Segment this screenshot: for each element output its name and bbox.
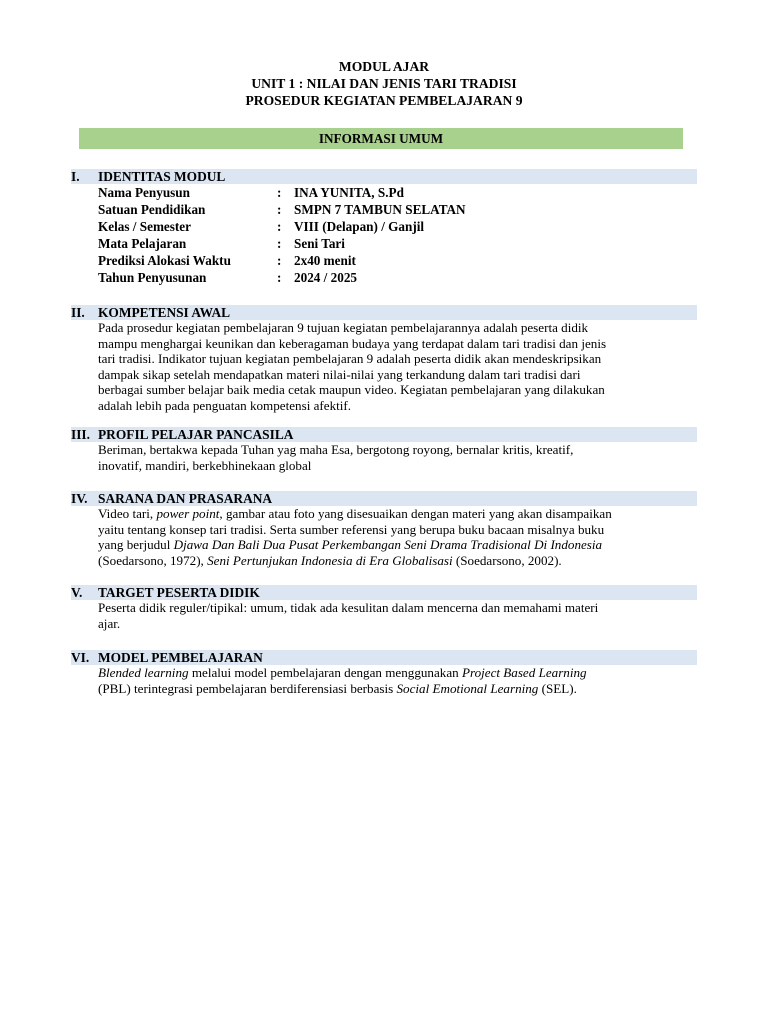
identity-key: Mata Pelajaran (98, 236, 187, 251)
section-heading (71, 169, 697, 184)
section-title: IDENTITAS MODUL (98, 169, 226, 184)
body-line: ajar. (98, 615, 121, 631)
body-line: berbagai sumber belajar baik media cetak maupun video. Kegiatan pembelajaran yang dilakukan (98, 382, 605, 398)
text-run: melalui model pembelajaran dengan menggunakan (188, 665, 462, 680)
identity-row (71, 218, 697, 235)
book-title: Djawa Dan Bali Dua Pusat Perkembangan Seni Drama Tradisional Di Indonesia (173, 537, 603, 553)
identity-colon: : (277, 202, 282, 217)
identity-value: VIII (Delapan) / Ganjil (294, 219, 425, 234)
section-body (98, 600, 697, 631)
body-line (98, 537, 697, 553)
section-sarana-prasarana (71, 491, 697, 568)
section-heading (71, 650, 697, 665)
identity-value: SMPN 7 TAMBUN SELATAN (294, 202, 466, 217)
identity-value: Seni Tari (294, 236, 345, 251)
identity-row (71, 235, 697, 252)
section-body (98, 442, 697, 473)
body-line: dampak sikap setelah mendapatkan materi nilai-nilai yang terkandung dalam tari tradisi dari (98, 366, 581, 382)
section-target-peserta (71, 585, 697, 631)
info-umum-bar: INFORMASI UMUM (79, 128, 683, 149)
section-heading (71, 305, 697, 320)
body-line: yaitu tentang konsep tari tradisi. Serta sumber referensi yang berupa buku bacaan misalnya buku (98, 521, 605, 537)
body-line: Beriman, bertakwa kepada Tuhan yag maha Esa, bergotong royong, bernalar kritis, kreatif, (98, 442, 574, 457)
identity-row (71, 252, 697, 269)
text-run: Video tari, (98, 506, 157, 521)
identity-colon: : (277, 253, 282, 268)
section-profil-pelajar (71, 427, 697, 473)
section-number: V. (71, 585, 83, 600)
section-title: TARGET PESERTA DIDIK (98, 585, 260, 600)
text-run: (PBL) terintegrasi pembelajaran berdiferensiasi berbasis (98, 680, 397, 696)
identity-key: Kelas / Semester (98, 219, 192, 234)
body-line (98, 553, 697, 569)
body-line: Pada prosedur kegiatan pembelajaran 9 tujuan kegiatan pembelajarannya adalah peserta didik (98, 320, 589, 335)
identity-colon: : (277, 185, 282, 200)
section-number: II. (71, 305, 85, 320)
section-heading (71, 427, 697, 442)
body-line (98, 665, 697, 681)
identity-key: Tahun Penyusunan (98, 270, 207, 285)
text-run: , gambar atau foto yang disesuaikan dengan materi yang akan disampaikan (219, 506, 612, 521)
section-number: I. (71, 169, 80, 184)
section-model-pembelajaran (71, 650, 697, 696)
title-line-2: UNIT 1 : NILAI DAN JENIS TARI TRADISI (251, 76, 517, 91)
italic-run: Blended learning (98, 665, 189, 680)
identity-colon: : (277, 270, 282, 285)
body-line (98, 681, 697, 697)
identity-value: 2x40 menit (294, 253, 356, 268)
section-title: KOMPETENSI AWAL (98, 305, 231, 320)
italic-run: Project Based Learning (461, 665, 587, 680)
identity-key: Prediksi Alokasi Waktu (98, 253, 231, 268)
section-number: III. (71, 427, 90, 442)
italic-run: power point (156, 506, 220, 521)
section-number: VI. (71, 650, 90, 665)
identity-row (71, 184, 697, 201)
section-body (98, 506, 697, 568)
body-line: mampu menghargai keunikan dan keberagaman budaya yang terdapat dalam tari tradisi dan jenis (98, 335, 607, 351)
identity-key: Satuan Pendidikan (98, 202, 206, 217)
text-run: yang berjudul (98, 537, 174, 553)
section-title: SARANA DAN PRASARANA (98, 491, 273, 506)
title-line-1: MODUL AJAR (338, 59, 430, 74)
document-title (0, 58, 768, 109)
text-run: (SEL). (538, 680, 577, 696)
text-run: (Soedarsono, 2002). (452, 552, 562, 568)
body-line: inovatif, mandiri, berkebhinekaan global (98, 457, 312, 473)
section-body (98, 320, 697, 414)
identity-key: Nama Penyusun (98, 185, 190, 200)
italic-run: Social Emotional Learning (396, 680, 539, 696)
section-heading (71, 491, 697, 506)
section-kompetensi-awal (71, 305, 697, 414)
section-identitas (71, 169, 697, 286)
section-number: IV. (71, 491, 88, 506)
section-title: PROFIL PELAJAR PANCASILA (98, 427, 294, 442)
body-line: adalah lebih pada penguatan kompetensi afektif. (98, 397, 352, 413)
section-title: MODEL PEMBELAJARAN (98, 650, 263, 665)
identity-value: INA YUNITA, S.Pd (294, 185, 404, 200)
book-title: Seni Pertunjukan Indonesia di Era Globalisasi (207, 552, 453, 568)
text-run: (Soedarsono, 1972), (98, 552, 208, 568)
identity-row (71, 269, 697, 286)
identity-colon: : (277, 219, 282, 234)
body-line (98, 506, 697, 522)
identity-value: 2024 / 2025 (294, 270, 358, 285)
body-line: tari tradisi. Indikator tujuan kegiatan pembelajaran 9 adalah peserta didik akan mendeskripsikan (98, 351, 602, 367)
title-line-3: PROSEDUR KEGIATAN PEMBELAJARAN 9 (245, 93, 523, 108)
section-body (98, 665, 697, 696)
identity-row (71, 201, 697, 218)
identity-colon: : (277, 236, 282, 251)
body-line: Peserta didik reguler/tipikal: umum, tidak ada kesulitan dalam mencerna dan memahami materi (98, 600, 599, 615)
section-heading (71, 585, 697, 600)
